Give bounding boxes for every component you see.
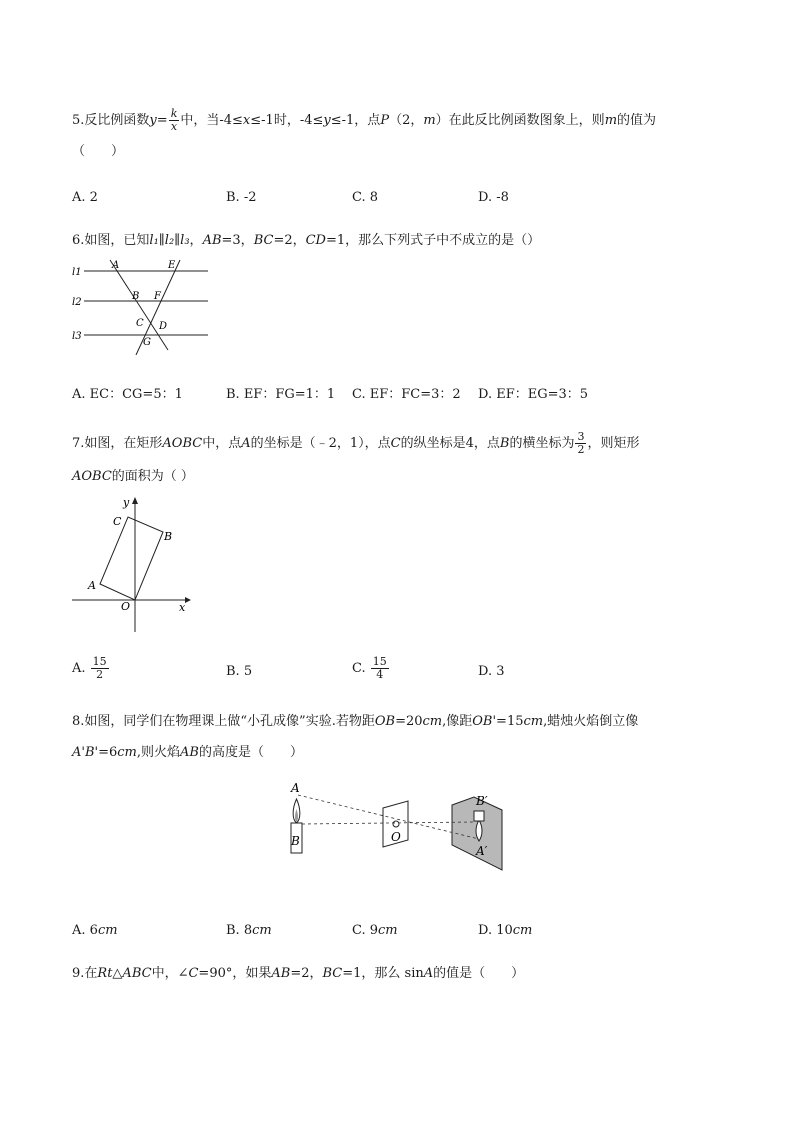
q6-option-b[interactable]: B. EF：FG=1：1: [226, 387, 336, 402]
y-axis-arrow: [132, 497, 138, 504]
label-B: B: [132, 291, 140, 302]
rectangle-aobc: [100, 517, 163, 600]
q5-option-a[interactable]: A. 2: [72, 190, 98, 205]
label-O: O: [391, 830, 401, 844]
q7-option-b[interactable]: B. 5: [226, 664, 253, 679]
pinhole: [393, 821, 399, 827]
label-E: E: [168, 260, 176, 271]
q7-stem-line2: AOBC的面积为（ ）: [72, 469, 194, 484]
label-F: F: [154, 291, 161, 302]
label-A: A: [291, 781, 300, 795]
q7-option-a[interactable]: A. $\frac{15}{2}$: [72, 655, 107, 681]
x-axis-arrow: [185, 597, 191, 603]
q7-fraction: $\frac{3}{2}$: [577, 430, 585, 456]
q5-fraction: $\frac{k}{x}$: [170, 107, 178, 133]
candle-flame-inner: [295, 809, 298, 822]
q7-stem-line1: 7.如图，在矩形AOBC中，点A的坐标是（﹣2，1），点C的纵坐标是4，点B的横坐标为 $\frac{3}{2}$ ，则矩形: [72, 430, 640, 456]
label-l3: l3: [72, 331, 82, 342]
q8-option-d[interactable]: D. 10cm: [478, 923, 533, 938]
q7-option-c[interactable]: C. $\frac{15}{4}$: [352, 655, 387, 681]
label-D: D: [159, 321, 168, 332]
label-y: y: [123, 496, 130, 509]
label-l1: l1: [72, 267, 82, 278]
q5-stem: 5.反比例函数y= $\frac{k}{x}$ 中，当-4≤x≤-1时，-4≤y≤-1，点P（2，m）在此反比例函数图象上，则m的值为: [72, 107, 657, 133]
q8-pinhole-figure: [280, 775, 510, 875]
q9-stem: 9.在Rt△ABC中，∠C=90°，如果AB=2，BC=1，那么 sinA的值是（ ）: [72, 966, 525, 981]
q8-option-b[interactable]: B. 8cm: [226, 923, 272, 938]
q8-stem-line1: 8.如图，同学们在物理课上做“小孔成像”实验.若物距OB=20cm,像距OB'=15cm,蜡烛火焰倒立像: [72, 714, 639, 729]
q6-parallel-lines-figure: [70, 255, 215, 355]
q5-option-d[interactable]: D. -8: [478, 190, 509, 205]
label-A: A: [88, 579, 96, 592]
label-C: C: [113, 515, 122, 528]
label-B: B: [291, 834, 300, 848]
label-O: O: [121, 600, 131, 613]
q5-paren: （ ）: [72, 144, 125, 159]
q7-option-a-fraction: $\frac{15}{2}$: [92, 655, 107, 681]
label-G: G: [143, 337, 151, 348]
q6-option-d[interactable]: D. EF：EG=3：5: [478, 387, 589, 402]
label-A: A: [112, 260, 120, 271]
q5-option-b[interactable]: B. -2: [226, 190, 257, 205]
q7-rectangle-figure: [70, 492, 195, 637]
q8-stem-line2: A'B'=6cm,则火焰AB的高度是（ ）: [72, 745, 303, 760]
label-B: B: [164, 530, 173, 543]
q8-option-c[interactable]: C. 9cm: [352, 923, 398, 938]
inverted-flame: [476, 820, 482, 841]
inverted-candle: [474, 811, 484, 821]
q7-option-d[interactable]: D. 3: [478, 664, 505, 679]
label-C: C: [136, 318, 144, 329]
label-x: x: [179, 601, 186, 614]
q6-option-a[interactable]: A. EC：CG=5：1: [72, 387, 183, 402]
q5-option-c[interactable]: C. 8: [352, 190, 379, 205]
label-l2: l2: [72, 297, 82, 308]
label-A-prime: A′: [476, 844, 488, 858]
q8-option-a[interactable]: A. 6cm: [72, 923, 118, 938]
label-B-prime: B′: [476, 794, 488, 808]
q6-stem: 6.如图，已知l₁∥l₂∥l₃，AB=3，BC=2，CD=1，那么下列式子中不成立的是（）: [72, 233, 541, 248]
q7-option-c-fraction: $\frac{15}{4}$: [372, 655, 387, 681]
q6-option-c[interactable]: C. EF：FC=3：2: [352, 387, 461, 402]
